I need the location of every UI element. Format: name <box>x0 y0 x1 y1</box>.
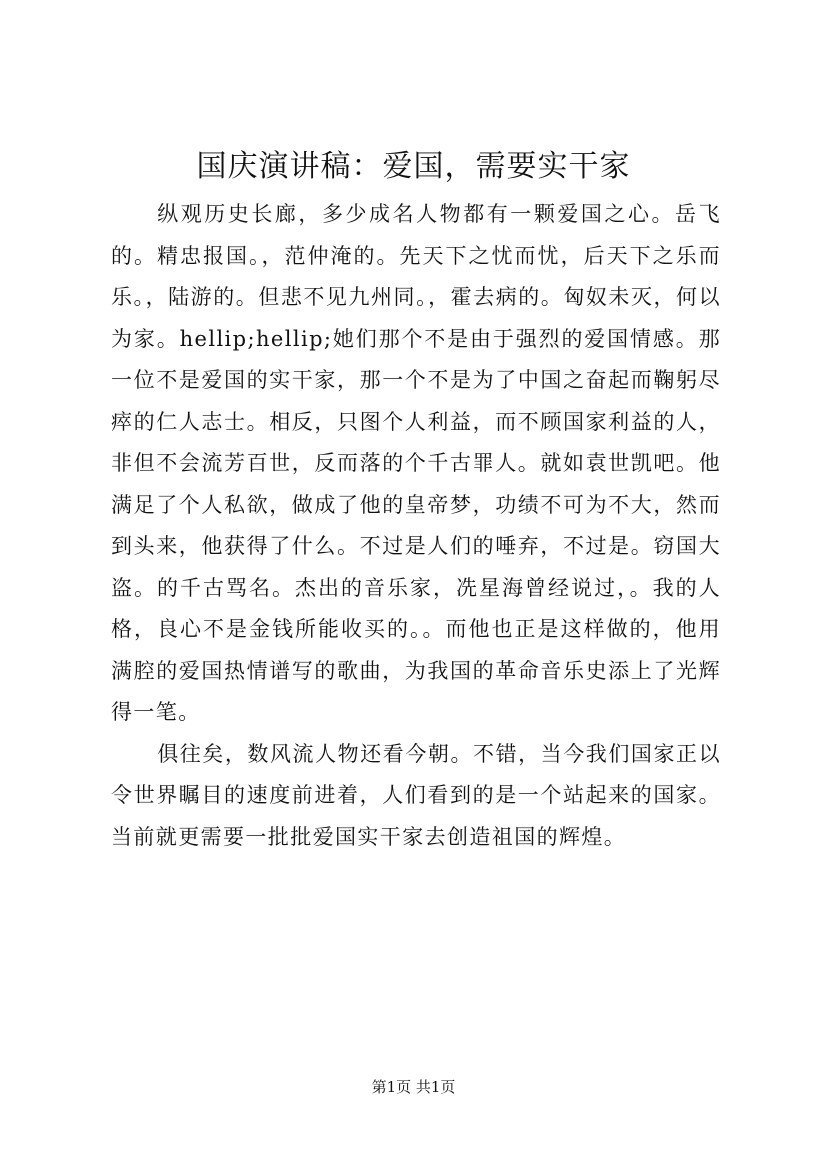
paragraph-1: 纵观历史长廊，多少成名人物都有一颗爱国之心。岳飞的。精忠报国。，范仲淹的。先天下之忧而忧，后天下之乐而乐。，陆游的。但悲不见九州同。，霍去病的。匈奴未灭，何以为家。hellip;hellip;她们那个不是由于强烈的爱国情感。那一位不是爱国的实干家，那一个不是为了中国之奋起而鞠躬尽瘁的仁人志士。相反，只图个人利益，而不顾国家利益的人，非但不会流芳百世，反而落的个千古罪人。就如袁世凯吧。他满足了个人私欲，做成了他的皇帝梦，功绩不可为不大，然而到头来，他获得了什么。不过是人们的唾弃，不过是。窃国大盗。的千古骂名。杰出的音乐家，冼星海曾经说过，。我的人格，良心不是金钱所能收买的。。而他也正是这样做的，他用满腔的爱国热情谱写的歌曲，为我国的革命音乐史添上了光辉得一笔。 <box>111 202 721 724</box>
page-number-footer: 第1页 共1页 <box>371 1078 456 1096</box>
article-body <box>111 194 721 858</box>
page-title: 国庆演讲稿：爱国，需要实干家 <box>196 149 631 184</box>
paragraph-2: 俱往矣，数风流人物还看今朝。不错，当今我们国家正以令世界瞩目的速度前进着，人们看到的是一个站起来的国家。当前就更需要一批批爱国实干家去创造祖国的辉煌。 <box>111 741 721 849</box>
